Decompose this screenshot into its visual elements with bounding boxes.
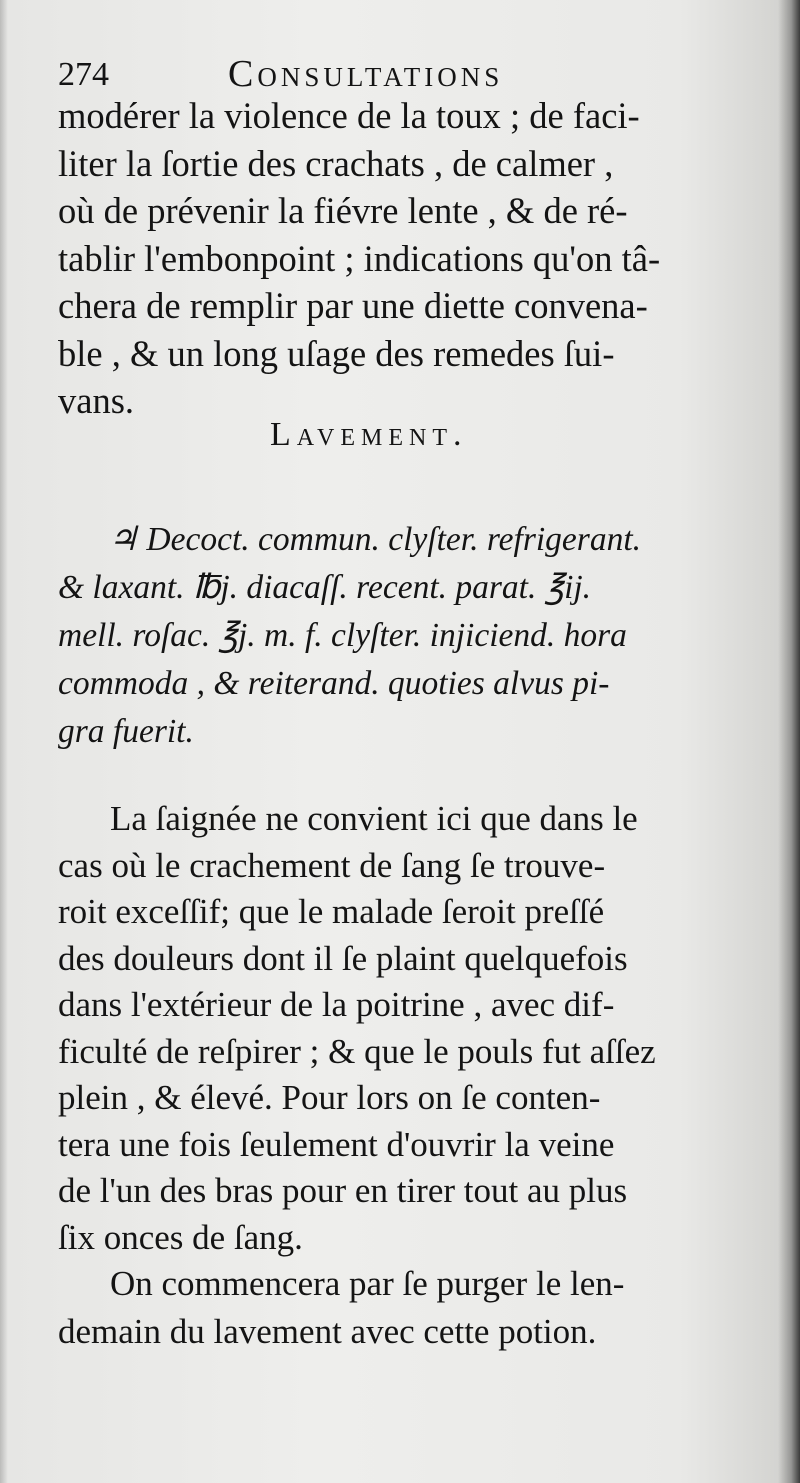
text-line: tablir l'embonpoint ; indications qu'on tâ- xyxy=(58,237,661,279)
paragraph-2 xyxy=(58,796,760,1261)
text-line: plein , & élevé. Pour lors on ſe conten- xyxy=(58,1078,601,1117)
text-line: ficulté de reſpirer ; & que le pouls fut aſſez xyxy=(58,1031,656,1071)
text-line: chera de remplir par une diette convena- xyxy=(58,285,648,326)
text-line: des douleurs dont il ſe plaint quelquefois xyxy=(58,938,628,978)
paragraph-3 xyxy=(58,1260,760,1356)
text-line: vans. xyxy=(58,380,135,421)
text-line: où de prévenir la fiévre lente , & de ré- xyxy=(58,190,628,231)
recipe-line: mell. roſac. ℥j. m. f. clyſter. injiciend. hora xyxy=(58,617,627,654)
paragraph-1 xyxy=(58,92,760,425)
text-line: La ſaignée ne convient ici que dans le xyxy=(110,799,638,838)
text-line: demain du lavement avec cette potion. xyxy=(58,1312,597,1351)
text-line: tera une fois ſeulement d'ouvrir la veine xyxy=(58,1124,615,1164)
text-line: ble , & un long uſage des remedes ſui- xyxy=(58,332,615,374)
text-line: ſix onces de ſang. xyxy=(58,1217,303,1257)
recipe-line: gra fuerit. xyxy=(58,713,194,750)
text-line: dans l'extérieur de la poitrine , avec dif- xyxy=(58,985,615,1024)
section-heading: Lavement. xyxy=(270,416,468,453)
recipe-line: commoda , & reiterand. quoties alvus pi- xyxy=(58,665,610,702)
text-line: roit exceſſif; que le malade ſeroit preſſé xyxy=(58,892,605,931)
text-line: cas où le crachement de ſang ſe trouve- xyxy=(58,845,606,885)
page-edge-shadow xyxy=(778,0,800,1483)
recipe-line: ♃ Decoct. commun. clyſter. refrigerant. xyxy=(108,521,642,558)
recipe-line: & laxant. ℔j. diacaſſ. recent. parat. ℥ij. xyxy=(58,569,592,606)
text-line: liter la ſortie des crachats , de calmer , xyxy=(58,142,614,184)
page-gutter-shadow xyxy=(0,0,8,1483)
page-number: 274 xyxy=(58,56,109,93)
running-title: Consultations xyxy=(228,53,504,95)
prescription-recipe xyxy=(58,516,760,756)
text-line: modérer la violence de la toux ; de faci- xyxy=(58,95,640,136)
text-line: de l'un des bras pour en tirer tout au plus xyxy=(58,1171,628,1210)
text-line: On commencera par ſe purger le len- xyxy=(110,1264,625,1303)
